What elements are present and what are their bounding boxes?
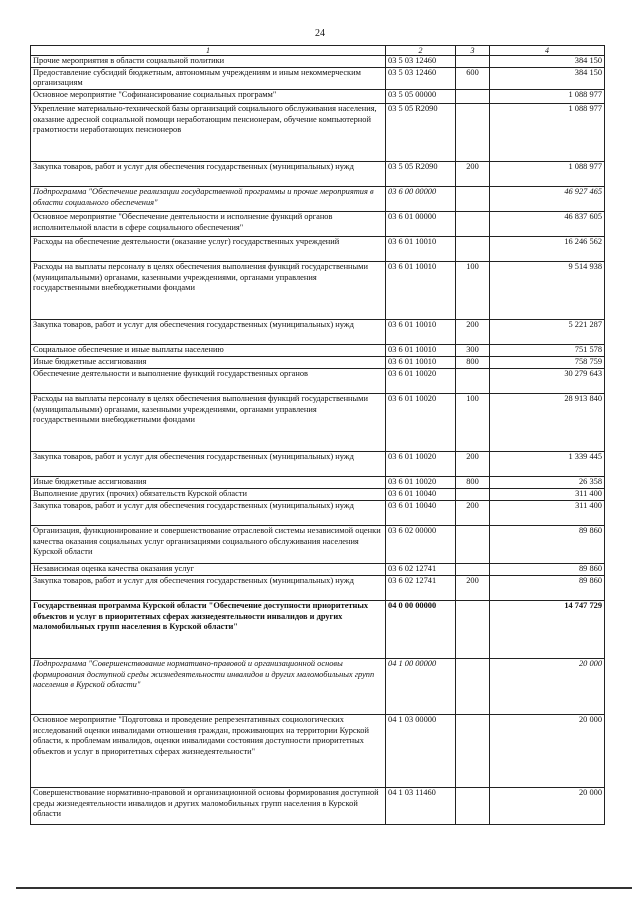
table-row [31, 564, 605, 576]
table-row [31, 162, 605, 187]
row-type-cell [456, 212, 490, 237]
table-row [31, 262, 605, 320]
row-type-cell [456, 90, 490, 104]
row-name-cell: Предоставление субсидий бюджетным, автономным учреждениям и иным некоммерческим организациям [31, 67, 386, 89]
header-col-4: 4 [490, 46, 605, 56]
row-type-cell [456, 715, 490, 788]
row-type-cell [456, 659, 490, 715]
table-row [31, 187, 605, 212]
row-sum-cell: 89 860 [490, 564, 605, 576]
table-row [31, 212, 605, 237]
row-name-cell: Независимая оценка качества оказания услуг [31, 564, 386, 576]
row-name-cell: Организация, функционирование и совершенствование отраслевой системы независимой оценки качества оказания социальных услуг организациями социального обслуживания населения Курской области [31, 526, 386, 564]
table-row [31, 576, 605, 601]
row-code-cell: 03 6 00 00000 [386, 187, 456, 212]
table-row [31, 67, 605, 89]
row-sum-cell: 46 837 605 [490, 212, 605, 237]
row-name-cell: Совершенствование нормативно-правовой и организационной основы формирования доступной среды жизнедеятельности инвалидов и других маломобильных групп населения в Курской области [31, 788, 386, 825]
table-row [31, 715, 605, 788]
row-sum-cell: 28 913 840 [490, 394, 605, 452]
row-sum-cell: 1 088 977 [490, 90, 605, 104]
row-sum-cell: 384 150 [490, 56, 605, 68]
row-name-cell: Закупка товаров, работ и услуг для обеспечения государственных (муниципальных) нужд [31, 162, 386, 187]
row-code-cell: 03 6 01 10010 [386, 262, 456, 320]
row-code-cell: 03 6 01 10010 [386, 320, 456, 345]
row-sum-cell: 46 927 465 [490, 187, 605, 212]
row-sum-cell: 14 747 729 [490, 601, 605, 659]
table-row [31, 394, 605, 452]
row-code-cell: 03 6 01 10020 [386, 452, 456, 477]
table-row [31, 489, 605, 501]
row-sum-cell: 26 358 [490, 477, 605, 489]
row-type-cell [456, 56, 490, 68]
row-name-cell: Основное мероприятие "Софинансирование социальных программ" [31, 90, 386, 104]
row-code-cell: 03 6 02 00000 [386, 526, 456, 564]
row-code-cell: 03 6 02 12741 [386, 576, 456, 601]
table-row [31, 526, 605, 564]
table-header-row [31, 46, 605, 56]
bottom-rule [16, 887, 632, 889]
header-col-1: 1 [31, 46, 386, 56]
table-row [31, 357, 605, 369]
row-code-cell: 03 6 02 12741 [386, 564, 456, 576]
row-code-cell: 03 6 01 10040 [386, 489, 456, 501]
table-row [31, 345, 605, 357]
row-name-cell: Расходы на выплаты персоналу в целях обеспечения выполнения функций государственными (муниципальными) органами, казенными учреждениями, органами управления государственными внебюджетными фондами [31, 262, 386, 320]
table-row [31, 501, 605, 526]
row-type-cell: 300 [456, 345, 490, 357]
row-name-cell: Закупка товаров, работ и услуг для обеспечения государственных (муниципальных) нужд [31, 576, 386, 601]
row-type-cell [456, 564, 490, 576]
row-name-cell: Государственная программа Курской области "Обеспечение доступности приоритетных объектов и услуг в приоритетных сферах жизнедеятельности инвалидов и других маломобильных групп населения в Курской области" [31, 601, 386, 659]
row-name-cell: Социальное обеспечение и иные выплаты населению [31, 345, 386, 357]
row-type-cell: 100 [456, 394, 490, 452]
row-code-cell: 04 1 03 00000 [386, 715, 456, 788]
row-type-cell [456, 526, 490, 564]
header-col-3: 3 [456, 46, 490, 56]
row-sum-cell: 20 000 [490, 659, 605, 715]
row-code-cell: 03 6 01 10010 [386, 345, 456, 357]
table-row [31, 369, 605, 394]
row-name-cell: Укрепление материально-технической базы организаций социального обслуживания населения, оказание адресной социальной помощи неработающим пенсионерам, обучение компьютерной грамотности неработающих пенсионеров [31, 104, 386, 162]
row-name-cell: Закупка товаров, работ и услуг для обеспечения государственных (муниципальных) нужд [31, 320, 386, 345]
row-code-cell: 03 6 01 10020 [386, 369, 456, 394]
row-name-cell: Закупка товаров, работ и услуг для обеспечения государственных (муниципальных) нужд [31, 452, 386, 477]
row-type-cell: 200 [456, 452, 490, 477]
page-number: 24 [315, 28, 325, 39]
row-code-cell: 03 5 03 12460 [386, 67, 456, 89]
row-type-cell [456, 237, 490, 262]
row-code-cell: 03 6 01 10020 [386, 477, 456, 489]
row-code-cell: 03 6 01 00000 [386, 212, 456, 237]
row-code-cell: 03 5 05 R2090 [386, 162, 456, 187]
row-sum-cell: 30 279 643 [490, 369, 605, 394]
row-name-cell: Расходы на обеспечение деятельности (оказание услуг) государственных учреждений [31, 237, 386, 262]
row-code-cell: 03 6 01 10040 [386, 501, 456, 526]
row-code-cell: 03 5 05 R2090 [386, 104, 456, 162]
row-type-cell: 200 [456, 576, 490, 601]
row-type-cell: 200 [456, 501, 490, 526]
table-row [31, 237, 605, 262]
row-sum-cell: 1 339 445 [490, 452, 605, 477]
row-code-cell: 04 1 00 00000 [386, 659, 456, 715]
row-type-cell [456, 601, 490, 659]
row-sum-cell: 751 578 [490, 345, 605, 357]
row-code-cell: 03 5 03 12460 [386, 56, 456, 68]
row-sum-cell: 9 514 938 [490, 262, 605, 320]
row-name-cell: Основное мероприятие "Подготовка и проведение репрезентативных социологических исследований оценки инвалидами отношения граждан, проживающих на территории Курской области, к проблемам инвалидов, оценки инвалидами состояния доступности приоритетных объектов и услуг в приоритетных сферах жизнедеятельности" [31, 715, 386, 788]
row-type-cell [456, 788, 490, 825]
row-code-cell: 03 6 01 10020 [386, 394, 456, 452]
row-name-cell: Расходы на выплаты персоналу в целях обеспечения выполнения функций государственными (муниципальными) органами, казенными учреждениями, органами управления государственными внебюджетными фондами [31, 394, 386, 452]
row-sum-cell: 1 088 977 [490, 104, 605, 162]
row-name-cell: Основное мероприятие "Обеспечение деятельности и исполнение функций органов исполнительной власти в сфере социального обеспечения" [31, 212, 386, 237]
row-type-cell: 800 [456, 477, 490, 489]
row-name-cell: Иные бюджетные ассигнования [31, 357, 386, 369]
row-code-cell: 04 1 03 11460 [386, 788, 456, 825]
row-code-cell: 03 6 01 10010 [386, 357, 456, 369]
table-row [31, 659, 605, 715]
header-col-2: 2 [386, 46, 456, 56]
row-sum-cell: 311 400 [490, 489, 605, 501]
table-row [31, 452, 605, 477]
row-sum-cell: 16 246 562 [490, 237, 605, 262]
row-type-cell [456, 187, 490, 212]
row-sum-cell: 5 221 287 [490, 320, 605, 345]
table-row [31, 56, 605, 68]
row-code-cell: 03 5 05 00000 [386, 90, 456, 104]
row-type-cell: 600 [456, 67, 490, 89]
row-name-cell: Подпрограмма "Обеспечение реализации государственной программы и прочие мероприятия в области социального обеспечения" [31, 187, 386, 212]
table-row [31, 788, 605, 825]
row-type-cell: 100 [456, 262, 490, 320]
row-sum-cell: 311 400 [490, 501, 605, 526]
row-type-cell: 200 [456, 320, 490, 345]
row-name-cell: Прочие мероприятия в области социальной политики [31, 56, 386, 68]
row-type-cell: 800 [456, 357, 490, 369]
row-type-cell: 200 [456, 162, 490, 187]
row-code-cell: 03 6 01 10010 [386, 237, 456, 262]
row-name-cell: Иные бюджетные ассигнования [31, 477, 386, 489]
row-sum-cell: 89 860 [490, 526, 605, 564]
row-sum-cell: 20 000 [490, 788, 605, 825]
row-name-cell: Закупка товаров, работ и услуг для обеспечения государственных (муниципальных) нужд [31, 501, 386, 526]
row-sum-cell: 20 000 [490, 715, 605, 788]
row-type-cell [456, 369, 490, 394]
row-sum-cell: 758 759 [490, 357, 605, 369]
table-row [31, 104, 605, 162]
table-row [31, 90, 605, 104]
table-row [31, 601, 605, 659]
row-code-cell: 04 0 00 00000 [386, 601, 456, 659]
row-sum-cell: 1 088 977 [490, 162, 605, 187]
table-row [31, 477, 605, 489]
budget-table [30, 45, 605, 825]
row-sum-cell: 384 150 [490, 67, 605, 89]
row-name-cell: Выполнение других (прочих) обязательств Курской области [31, 489, 386, 501]
row-type-cell [456, 104, 490, 162]
row-type-cell [456, 489, 490, 501]
row-sum-cell: 89 860 [490, 576, 605, 601]
row-name-cell: Подпрограмма "Совершенствование нормативно-правовой и организационной основы формирования доступной среды жизнедеятельности инвалидов и других маломобильных групп населения в Курской области" [31, 659, 386, 715]
row-name-cell: Обеспечение деятельности и выполнение функций государственных органов [31, 369, 386, 394]
table-row [31, 320, 605, 345]
